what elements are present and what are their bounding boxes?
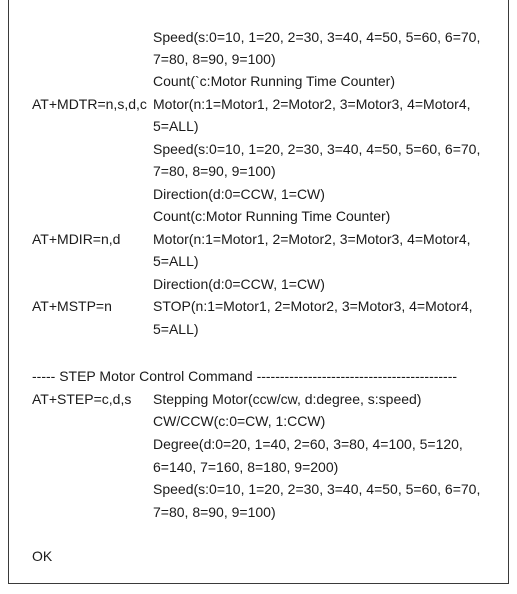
line-desc: Speed(s:0=10, 1=20, 2=30, 3=40, 4=50, 5=60, 6=70, bbox=[153, 481, 481, 497]
command-mstp: AT+MSTP=n bbox=[32, 298, 112, 314]
line-desc: 7=80, 8=90, 9=100) bbox=[153, 163, 276, 179]
command-mdtr: AT+MDTR=n,s,d,c bbox=[32, 96, 147, 112]
line-desc: Motor(n:1=Motor1, 2=Motor2, 3=Motor3, 4=Motor4, bbox=[153, 231, 471, 247]
line-desc: 5=ALL) bbox=[153, 253, 199, 269]
line-desc: CW/CCW(c:0=CW, 1:CCW) bbox=[153, 413, 326, 429]
line-desc: 5=ALL) bbox=[153, 321, 199, 337]
line-desc: Direction(d:0=CCW, 1=CW) bbox=[153, 276, 325, 292]
line-desc: Count(c:Motor Running Time Counter) bbox=[153, 208, 391, 224]
line-desc: 7=80, 8=90, 9=100) bbox=[153, 51, 276, 67]
line-desc: Motor(n:1=Motor1, 2=Motor2, 3=Motor3, 4=Motor4, bbox=[153, 96, 471, 112]
line-desc: Speed(s:0=10, 1=20, 2=30, 3=40, 4=50, 5=60, 6=70, bbox=[153, 29, 481, 45]
line-desc: STOP(n:1=Motor1, 2=Motor2, 3=Motor3, 4=Motor4, bbox=[153, 298, 473, 314]
ok-response: OK bbox=[32, 548, 53, 564]
command-step: AT+STEP=c,d,s bbox=[32, 391, 132, 407]
section-heading-step: ----- STEP Motor Control Command ------------------------------------------- bbox=[32, 368, 458, 384]
line-desc: 6=140, 7=160, 8=180, 9=200) bbox=[153, 459, 339, 475]
line-desc: Direction(d:0=CCW, 1=CW) bbox=[153, 186, 325, 202]
line-desc: 7=80, 8=90, 9=100) bbox=[153, 504, 276, 520]
line-desc: Stepping Motor(ccw/cw, d:degree, s:speed) bbox=[153, 391, 422, 407]
line-desc: 5=ALL) bbox=[153, 118, 199, 134]
command-mdir: AT+MDIR=n,d bbox=[32, 231, 121, 247]
line-desc: Count(`c:Motor Running Time Counter) bbox=[153, 73, 395, 89]
line-desc: Degree(d:0=20, 1=40, 2=60, 3=80, 4=100, 5=120, bbox=[153, 436, 463, 452]
line-desc: Speed(s:0=10, 1=20, 2=30, 3=40, 4=50, 5=60, 6=70, bbox=[153, 141, 481, 157]
